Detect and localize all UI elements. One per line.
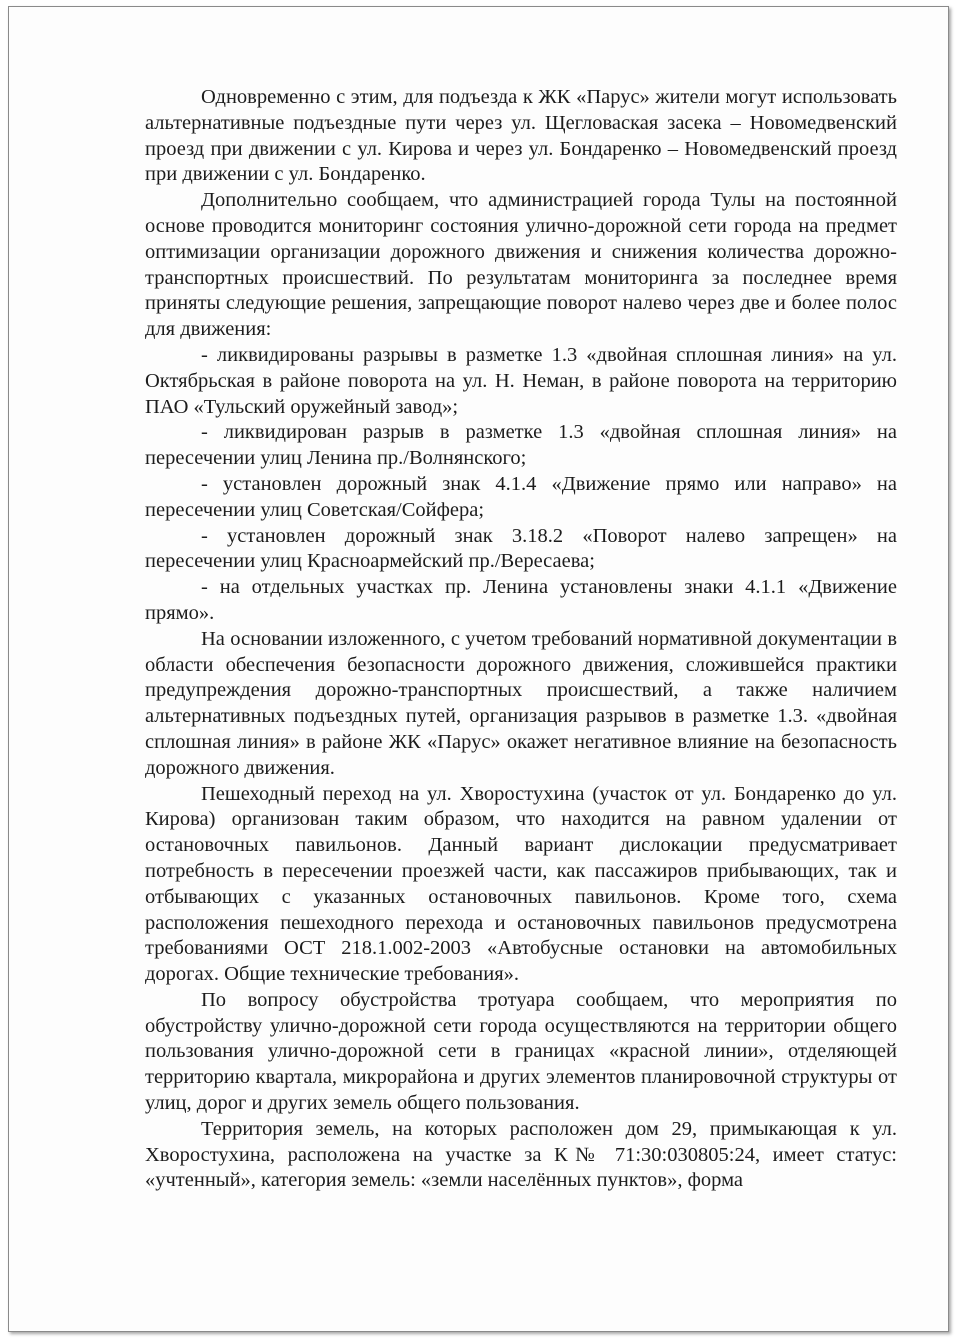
list-item-sign-4-1-1: - на отдельных участках пр. Ленина установлены знаки 4.1.1 «Движение прямо». [145,576,897,624]
list-item-oktyabrskaya: - ликвидированы разрывы в разметке 1.3 «двойная сплошная линия» на ул. Октябрьская в районе поворота на ул. Н. Неман, в районе поворота на территорию ПАО «Тульский оружейный завод»; [145,343,897,418]
paragraph-sidewalk: По вопросу обустройства тротуара сообщаем, что мероприятия по обустройству улично-дорожной сети города осуществляются на территории общего пользования улично-дорожной сети в границах «красной линии», отделяющей территорию квартала, микрорайона и других элементов планировочной структуры от улиц, дорог и других земель общего пользования. [145,988,897,1115]
paragraph-pedestrian-crossing: Пешеходный переход на ул. Хворостухина (участок от ул. Бондаренко до ул. Кирова) организован таким образом, что находится на равном удалении от остановочных павильонов. Данный вариант дислокации предусматривает потребность в пересечении проезжей части, как пассажиров прибывающих, так и отбывающих с указанных остановочных павильонов. Кроме того, схема расположения пешеходного перехода и остановочных павильонов предусмотрена требованиями ОСТ 218.1.002-2003 «Автобусные остановки на автомобильных дорогах. Общие технические требования». [145,782,897,986]
paragraph-land-territory: Территория земель, на которых расположен дом 29, примыкающая к ул. Хворостухина, расположена на участке за К№ 71:30:030805:24, имеет статус: «учтенный», категория земель: «земли населённых пунктов», форма [145,1117,897,1192]
list-item-sign-3-18-2: - установлен дорожный знак 3.18.2 «Поворот налево запрещен» на пересечении улиц Красноармейский пр./Вересаева; [145,524,897,573]
list-item-lenina-volnyanskogo: - ликвидирован разрыв в разметке 1.3 «двойная сплошная линия» на пересечении улиц Ленина пр./Волнянского; [145,421,897,470]
document-page [8,6,949,1332]
paragraph-monitoring: Дополнительно сообщаем, что администрацией города Тулы на постоянной основе проводится мониторинг состояния улично-дорожной сети города на предмет оптимизации организации дорожного движения и снижения количества дорожно-транспортных происшествий. По результатам мониторинга за последнее время приняты следующие решения, запрещающие поворот налево через две и более полос для движения: [145,189,897,341]
list-item-sign-4-1-4: - установлен дорожный знак 4.1.4 «Движение прямо или направо» на пересечении улиц Советская/Сойфера; [145,472,897,521]
document-body [145,85,897,1194]
paragraph-alternative-routes: Одновременно с этим, для подъезда к ЖК «Парус» жители могут использовать альтернативные подъездные пути через ул. Щегловаская засека – Новомедвенский проезд при движении с ул. Кирова и через ул. Бондаренко – Новомедвенский проезд при движении с ул. Бондаренко. [145,86,897,186]
paragraph-conclusion: На основании изложенного, с учетом требований нормативной документации в области обеспечения безопасности дорожного движения, сложившейся практики предупреждения дорожно-транспортных происшествий, а также наличием альтернативных подъездных путей, организация разрывов в разметке 1.3. «двойная сплошная линия» в районе ЖК «Парус» окажет негативное влияние на безопасность дорожного движения. [145,627,897,779]
